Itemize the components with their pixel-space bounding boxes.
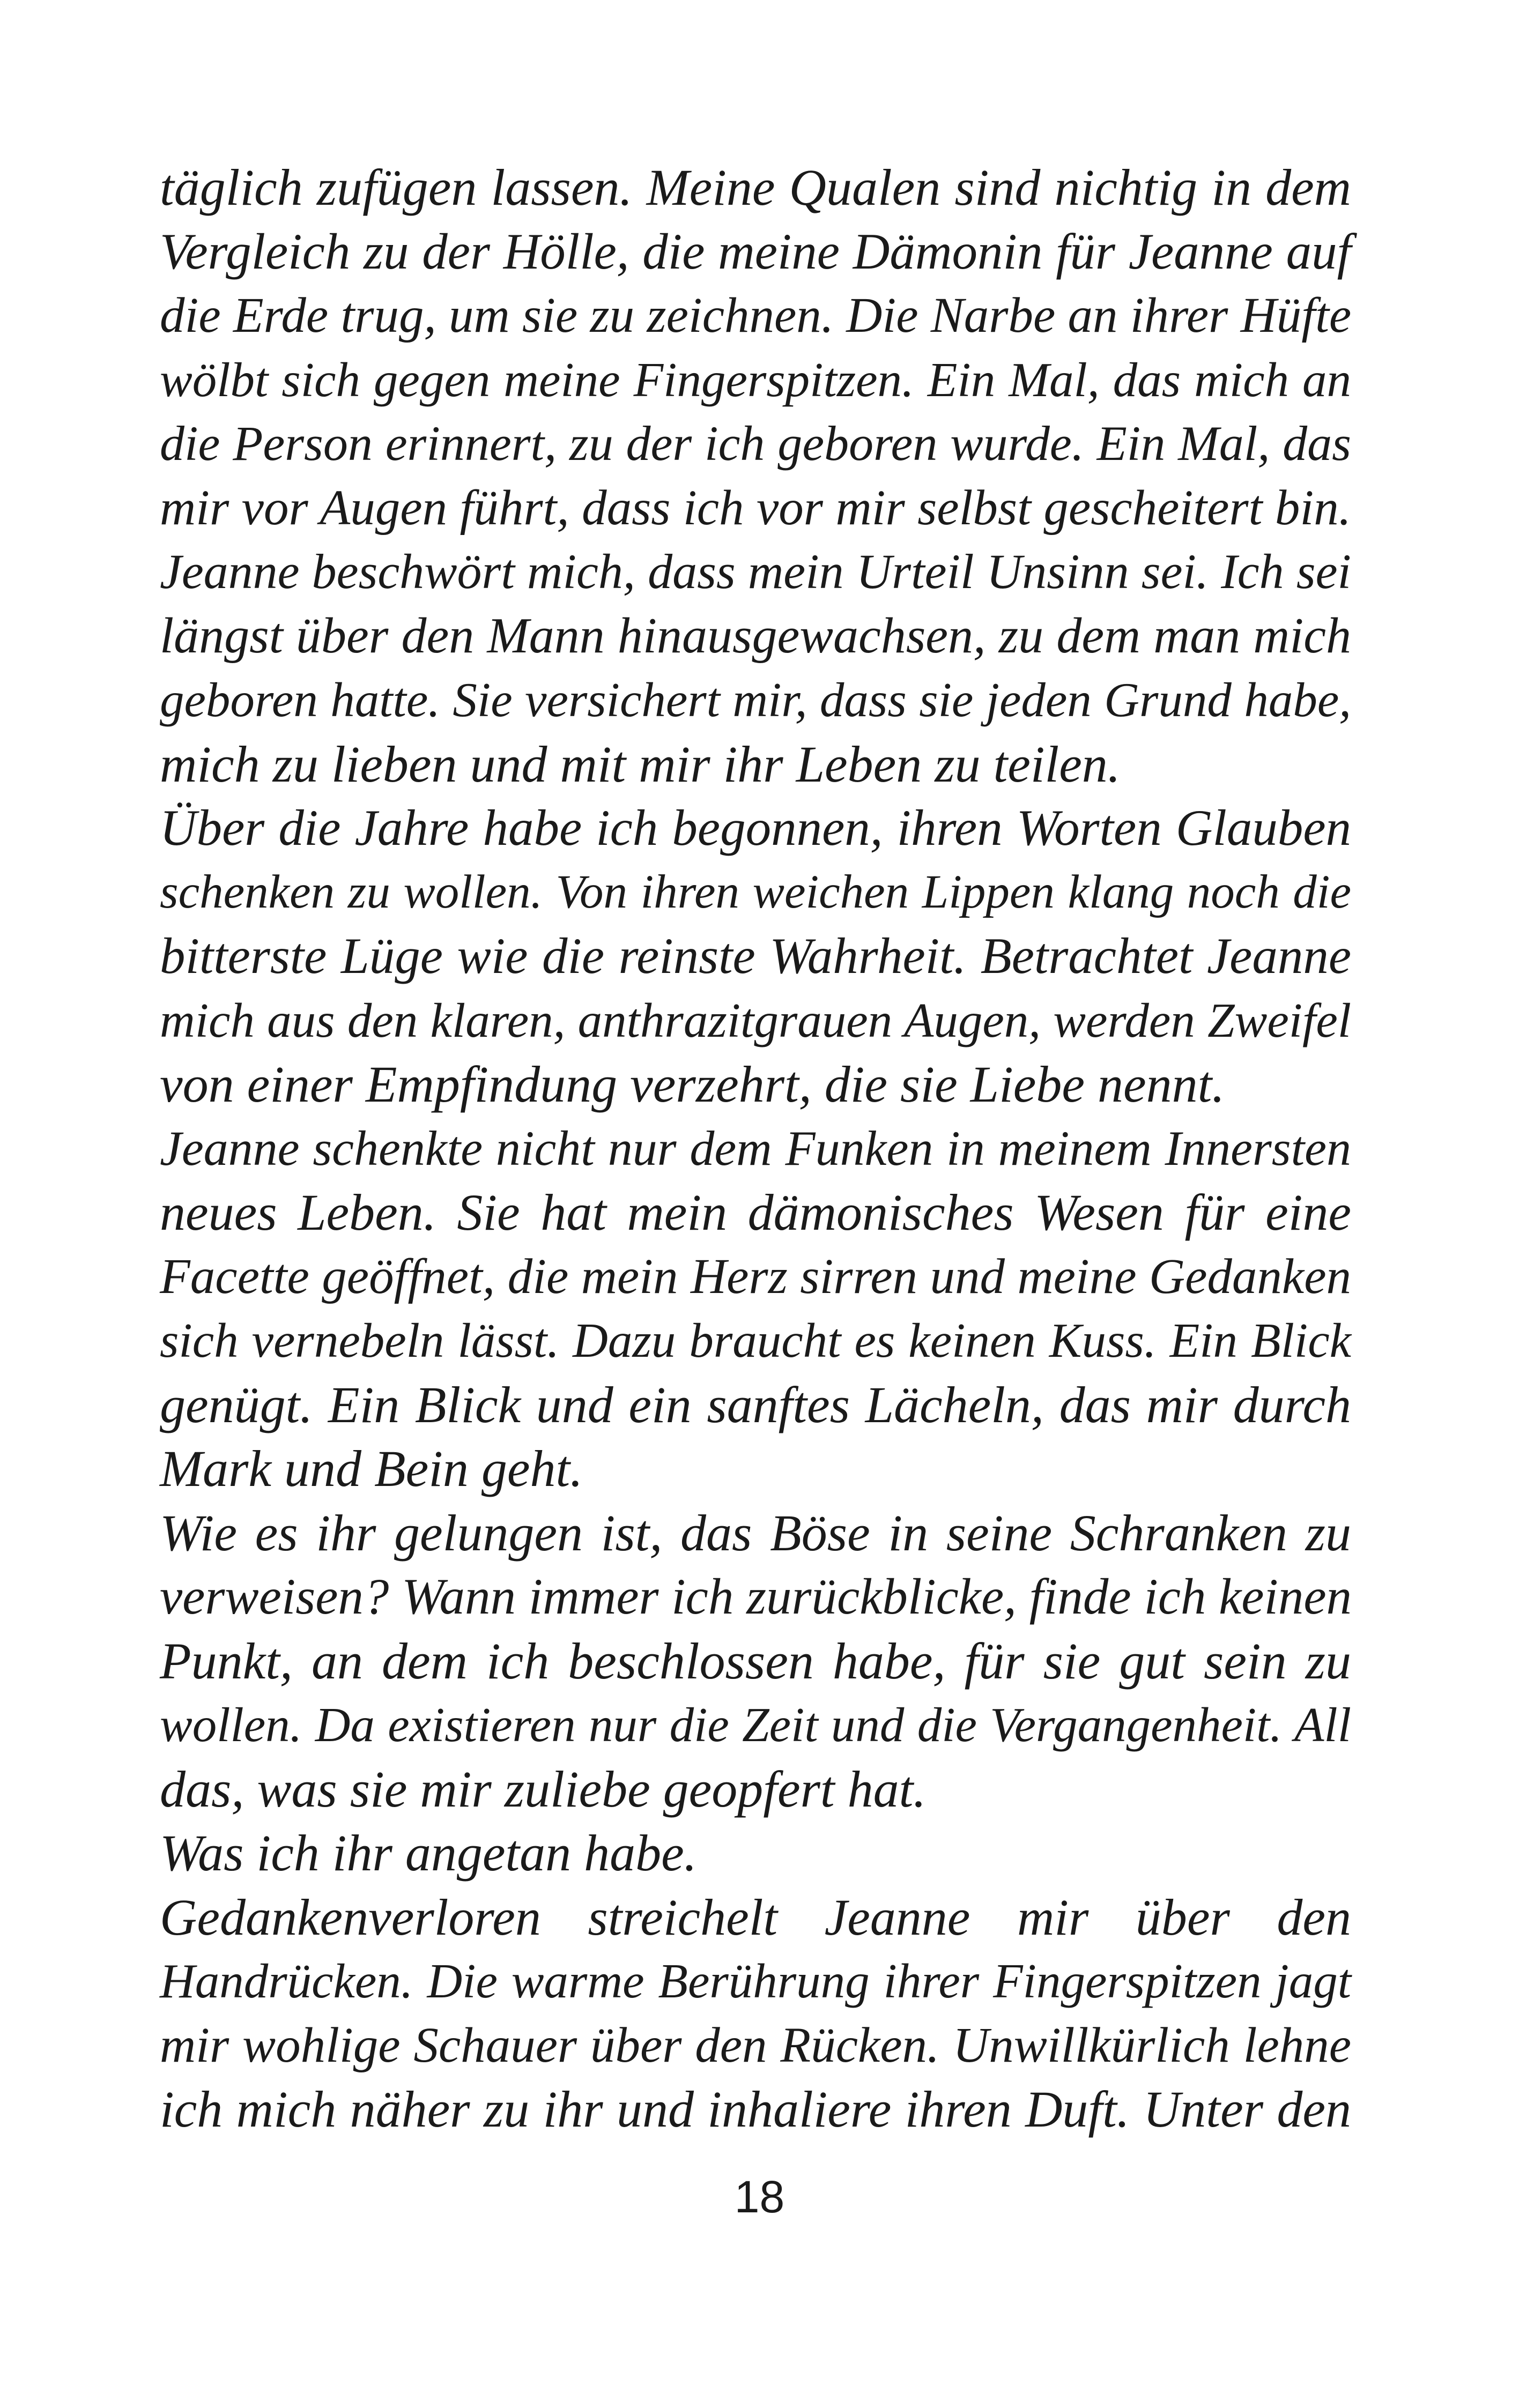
text-line: ich mich näher zu ihr und inhaliere ihren Duft. Unter den xyxy=(160,2080,1351,2138)
text-line: Wie es ihr gelungen ist, das Böse in seine Schranken zu xyxy=(160,1504,1351,1562)
text-line: Facette geöffnet, die mein Herz sirren und meine Gedanken xyxy=(160,1248,1351,1304)
text-line: täglich zufügen lassen. Meine Qualen sind nichtig in dem xyxy=(160,159,1351,216)
text-line: bitterste Lüge wie die reinste Wahrheit. Betrachtet Jeanne xyxy=(160,927,1351,984)
text-line: das, was sie mir zuliebe geopfert hat. xyxy=(160,1760,927,1818)
text-line: mich aus den klaren, anthrazitgrauen Augen, werden Zweifel xyxy=(160,993,1351,1047)
text-line: wölbt sich gegen meine Fingerspitzen. Ein Mal, das mich an xyxy=(160,352,1351,407)
text-line: von einer Empfindung verzehrt, die sie Liebe nennt. xyxy=(160,1056,1225,1113)
text-line: Gedankenverloren streichelt Jeanne mir über den xyxy=(160,1888,1351,1946)
text-line: die Person erinnert, zu der ich geboren wurde. Ein Mal, das xyxy=(160,416,1351,471)
text-line: schenken zu wollen. Von ihren weichen Lippen klang noch die xyxy=(160,865,1351,918)
text-line: genügt. Ein Blick und ein sanftes Lächeln, das mir durch xyxy=(160,1376,1351,1433)
text-line: verweisen? Wann immer ich zurückblicke, finde ich keinen xyxy=(160,1568,1352,1625)
body-text xyxy=(160,155,1351,2142)
text-line: mir wohlige Schauer über den Rücken. Unwillkürlich lehne xyxy=(160,2017,1351,2073)
text-line: mir vor Augen führt, dass ich vor mir selbst gescheitert bin. xyxy=(160,480,1351,536)
text-line: die Erde trug, um sie zu zeichnen. Die Narbe an ihrer Hüfte xyxy=(160,288,1352,343)
page-number: 18 xyxy=(734,2172,785,2222)
text-line: Punkt, an dem ich beschlossen habe, für sie gut sein zu xyxy=(160,1632,1351,1690)
text-line: wollen. Da existieren nur die Zeit und die Vergangenheit. All xyxy=(160,1698,1351,1752)
text-line: Handrücken. Die warme Berührung ihrer Fingerspitzen jagt xyxy=(160,1954,1351,2008)
text-line: Mark und Bein geht. xyxy=(160,1440,583,1497)
text-line: neues Leben. Sie hat mein dämonisches Wesen für eine xyxy=(160,1184,1351,1241)
text-line: Jeanne schenkte nicht nur dem Funken in meinem Innersten xyxy=(160,1120,1351,1176)
text-line: längst über den Mann hinausgewachsen, zu dem man mich xyxy=(160,607,1351,664)
text-line: geboren hatte. Sie versichert mir, dass sie jeden Grund habe, xyxy=(160,673,1351,727)
text-line: Vergleich zu der Hölle, die meine Dämonin für Jeanne auf xyxy=(160,222,1351,280)
text-line: Was ich ihr angetan habe. xyxy=(160,1824,697,1882)
text-line: sich vernebeln lässt. Dazu braucht es keinen Kuss. Ein Blick xyxy=(160,1313,1351,1367)
text-line: Über die Jahre habe ich begonnen, ihren Worten Glauben xyxy=(160,799,1351,856)
text-line: Jeanne beschwört mich, dass mein Urteil Unsinn sei. Ich sei xyxy=(160,544,1351,599)
text-line: mich zu lieben und mit mir ihr Leben zu teilen. xyxy=(160,735,1121,793)
